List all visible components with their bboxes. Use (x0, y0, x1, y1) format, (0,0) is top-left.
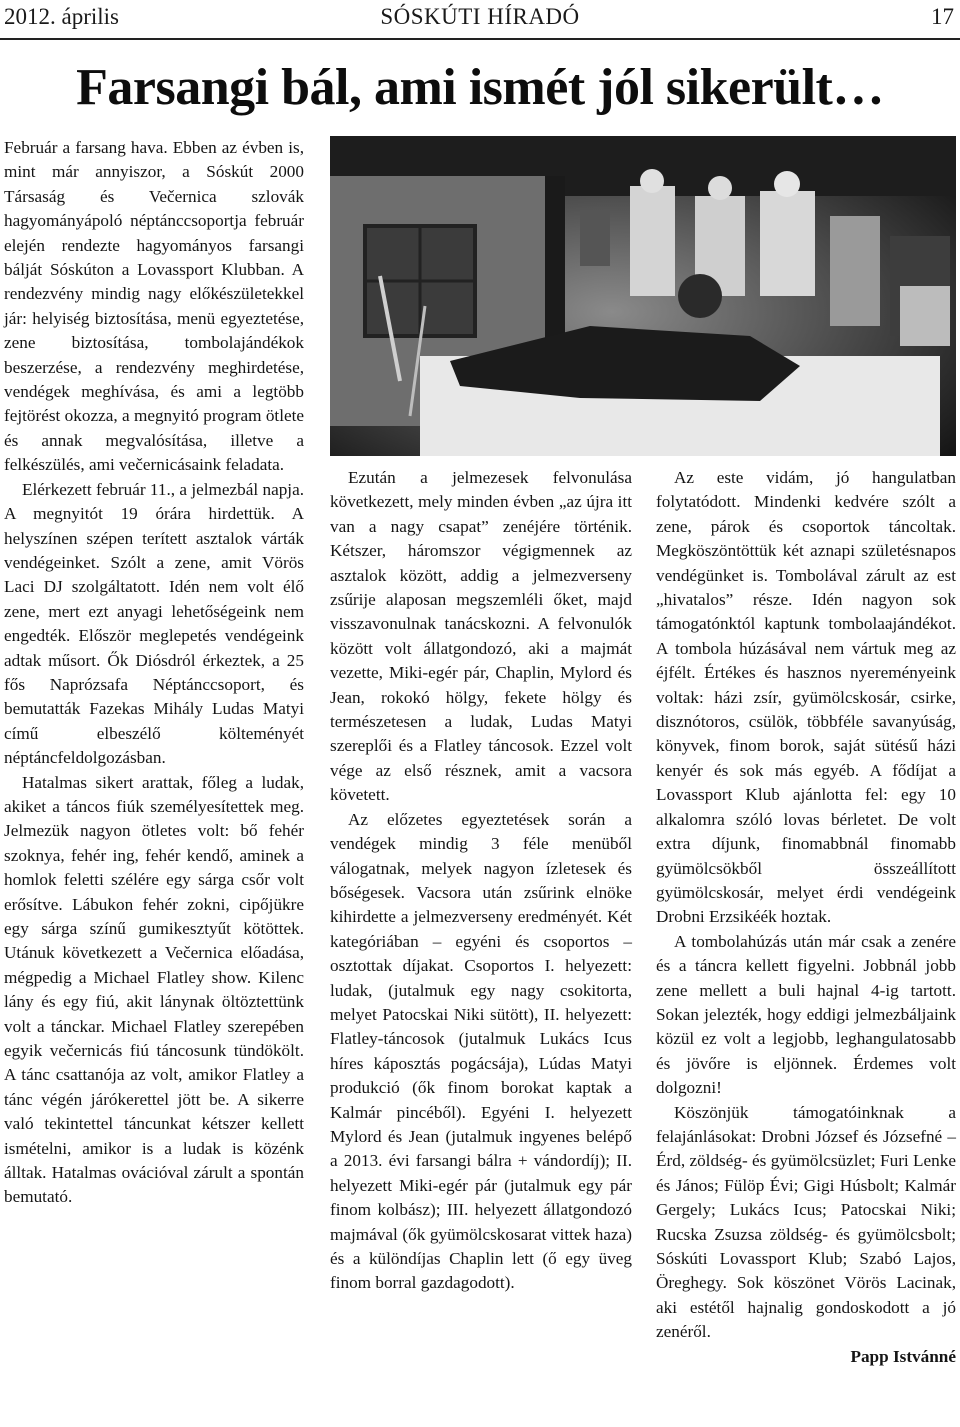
paragraph: Ezután a jelmezesek felvonulása következett, mely minden évben „az újra itt van a nagy csapat” zenéjére történik. Kétszer, háromszor végigmennek az asztalok között, addig a jelmezverseny zsűrije alaposan megszemléli őket, majd visszavonulnak tanácskozni. A felvonulók között volt állatgondozó, aki a majmát vezette, Miki-egér pár, Chaplin, Mylord és Jean, rokokó hölgy, fekete hölgy és természetesen a ludak, Ludas Matyi szereplői és a Flatley táncosok. Ezzel volt vége az első résznek, amit a vacsora követett. (330, 468, 632, 805)
page-header (0, 0, 960, 36)
article-column-3 (656, 466, 956, 1369)
article-title: Farsangi bál, ami ismét jól sikerült… (76, 59, 884, 116)
issue-date: 2012. április (4, 4, 119, 29)
paragraph: Az este vidám, jó hangulatban folytatódott. Mindenki kedvére szólt a zene, párok és csoportok táncoltak. Megköszöntöttük két aznapi születésnapos vendégünket is. Tombolával zárult az est „hivatalos” része. Idén nagyon sok támogatónktól kaptunk tombolaajándékot. A tombola húzásával nem vártuk meg az éjfélt. Értékes és hasznos nyereményeink voltak: házi zsír, gyümölcskosár, csirke, disznótoros, csülök, többféle savanyúság, könyvek, finom borok, saját sütésű házi kenyér és sok más egyéb. A fődíjat a Lovassport Klub ajánlotta fel: egy 10 alkalomra szóló lovas bérletet. De volt extra díjunk, finomabbnál finomabb gyümölcsökből összeállított gyümölcskosár, melyet érdi vendégeink Drobni Erzsikéék hoztak. (656, 468, 956, 927)
article-column-2 (330, 466, 632, 1296)
author-signature: Papp Istvánné (850, 1346, 956, 1366)
event-photo (330, 136, 956, 456)
page-number: 17 (931, 4, 954, 29)
header-rule (0, 38, 960, 40)
paragraph: Február a farsang hava. Ebben az évben is, mint már annyiszor, a Sóskút 2000 Társaság és Večernica szlovák hagyományápoló néptánccsoportja február elején rendezte hagyományos farsangi bálját Sóskúton a Lovassport Klubban. A rendezvény mindig nagy előkészületekkel jár: helyiség biztosítása, menü egyeztetése, zene biztosítása, tombolajándékok beszerzése, a rendezvény meghirdetése, vendégek meghívása, és ami a legtöbb fejtörést okozza, a megnyitó program ötlete és annak megvalósítása, illetve a felkészülés, ami večernicásaink feladata. (4, 138, 304, 475)
paragraph: Köszönjük támogatóinknak a felajánlásokat: Drobni József és Józsefné – Érd, zöldség- és gyümölcsüzlet; Furi Lenke és János; Fülöp Évi; Gigi Húsbolt; Kalmár Gergely; Lukács Icus; Patocskai Niki; Rucska Zsuzsa zöldség- és gyümölcsbolt; Sóskúti Lovassport Klub; Szabó Lajos, Öreghegy. Sok köszönet Vörös Lacinak, aki estétől hajnalig gondoskodott a jó zenéről. (656, 1102, 956, 1342)
paragraph: Hatalmas sikert arattak, főleg a ludak, akiket a táncos fiúk személyesítettek meg. Jelmezük nagyon ötletes volt: bő fehér szoknya, fehér ing, fehér kendő, aminek a homlok feletti szélére egy sárga csőr volt erősítve. Lábukon fehér zokni, cipőjükre egy sárga színű gumikesztyűt kötöttek. Utánuk következett a Večernica előadása, mégpedig a Michael Flatley show. Kilenc lány és egy fiú, akit lánynak öltöztettünk volt a tánckar. Michael Flatley szerepében egyik večernicás fiú táncosunk tündökölt. A tánc csattanója az volt, amikor Flatley a tánc végén járókerettel jött be. A sikerre való tekintettel táncunkat kétszer kellett ismételni, amikor is a ludak is közénk álltak. Hatalmas ovációval zárult a spontán bemutató. (4, 772, 304, 1207)
paragraph: A tombolahúzás után már csak a zenére és a táncra kellett figyelni. Jobbnál jobb zene mellett a buli hajnal 4-ig tartott. Sokan jelezték, hogy eddigi jelmezbáljaink közül ez volt a legjobb, leghangulatosabb és jövőre is eljönnek. Érdemes volt dolgozni! (656, 931, 956, 1098)
paragraph: Az előzetes egyeztetések során a vendégek mindig 3 féle menüből válogatnak, melyek nagyon ízletesek és bőségesek. Vacsora után zsűrink elnöke kihirdette a jelmezverseny eredményét. Két kategóriában – egyéni és csoportos – osztottak díjakat. Csoportos I. helyezett: ludak, (jutalmuk egy nagy csokitorta, melyet Patocskai Niki sütött), II. helyezett: Flatley-táncosok (jutalmuk Lukács Icus híres káposztás pogácsája), Lúdas Matyi produkció (ők finom borokat kaptak a Kalmár pincéből). Egyéni I. helyezett Mylord és Jean (jutalmuk ingyenes belépő a 2013. évi farsangi bálra + vándordíj); II. helyezett Miki-egér pár (jutalmuk egy pár finom kolbász); III. helyezett állatgondozó majmával (ők gyümölcskosarat vittek haza) és a különdíjas Chaplin lett (ő egy üveg finom borral gazdagodott). (330, 809, 632, 1293)
paragraph: Elérkezett február 11., a jelmezbál napja. A megnyitót 19 órára hirdettük. A helyszínen szépen terített asztalok várták vendégeinket. Szólt a zene, amit Vörös Laci DJ szolgáltatott. Idén nem volt élő zene, mert ezt anyagi lehetőségeink nem engedték. Először meglepetés vendégeink adtak műsort. Ők Diósdról érkeztek, a 25 fős Naprózsafa Néptánccsoport, és bemutatták Fazekas Mihály Ludas Matyi című elbeszélő költeményét néptáncfeldolgozásban. (4, 479, 304, 768)
publication-name: SÓSKÚTI HÍRADÓ (380, 4, 580, 29)
article-column-1 (4, 136, 304, 1210)
